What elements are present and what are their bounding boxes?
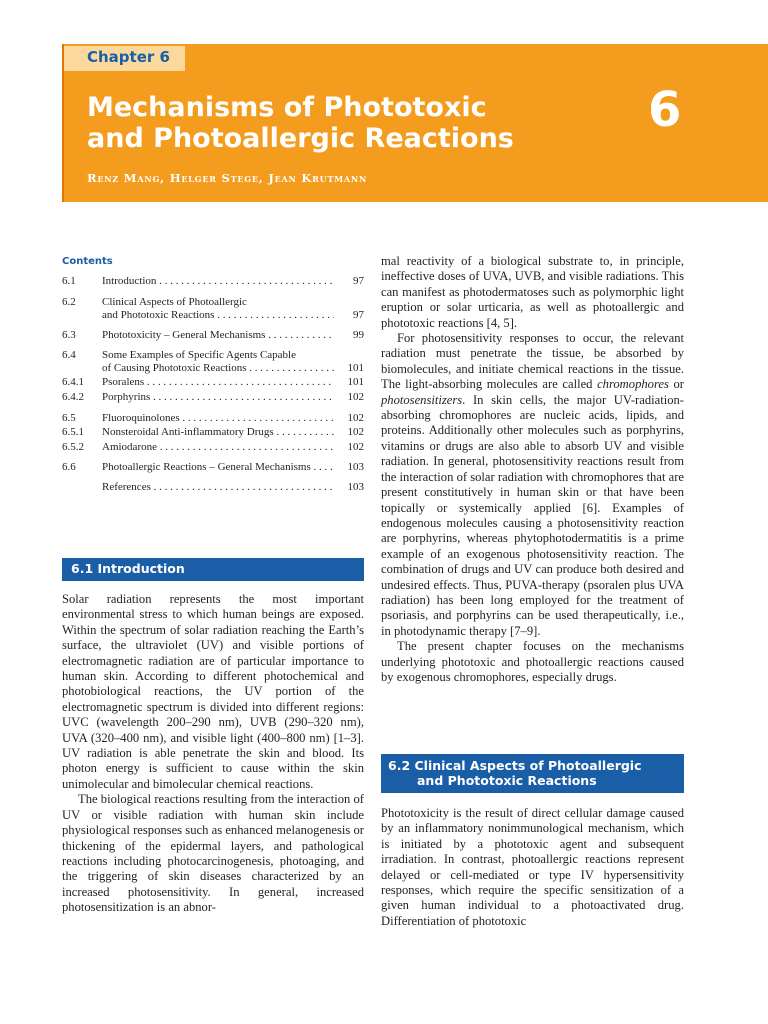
- toc-title: Clinical Aspects of Photoallergic: [102, 296, 247, 308]
- toc-number: 6.5: [62, 412, 76, 424]
- toc-title: Psoralens . . .: [102, 376, 334, 389]
- chapter-label: Chapter 6: [87, 48, 170, 66]
- toc-number: 6.4.1: [62, 376, 84, 388]
- toc-title: Nonsteroidal Anti-inflammatory Drugs . . .: [102, 426, 334, 439]
- toc-page: 97: [353, 275, 364, 287]
- paragraph: [381, 331, 684, 639]
- chapter-title-line-2: and Photoallergic Reactions: [87, 123, 514, 154]
- toc-title: Photoallergic Reactions – General Mechanisms . . .: [102, 461, 334, 474]
- toc-page: 101: [347, 362, 364, 374]
- toc-title: and Phototoxic Reactions . . .: [102, 309, 334, 322]
- paragraph: The biological reactions resulting from the interaction of UV or visible radiation with human skin include physiological responses such as enhanced melanogenesis or thickening of the epidermal layers, and pathological reactions including photocarcinogenesis, photoaging, and the triggering of skin diseases characterized by an increased photosensitivity. In general, increased photosensitization is an abnor-: [62, 792, 364, 915]
- toc-number: 6.5.2: [62, 441, 84, 453]
- toc-entry[interactable]: [62, 391, 364, 405]
- toc-entry-continued[interactable]: [62, 309, 364, 323]
- toc-entry[interactable]: [62, 481, 364, 495]
- toc-entry-continued[interactable]: [62, 362, 364, 376]
- paragraph: mal reactivity of a biological substrate to, in principle, ineffective doses of UVA, UVB, and visible radiations. This can manifest as photodermatoses such as polymorphic light eruption or solar urticaria, as well as photoallergic and phototoxic reactions [4, 5].: [381, 254, 684, 330]
- toc-page: 103: [347, 461, 364, 473]
- toc-title: Amiodarone . . .: [102, 441, 334, 454]
- toc-number: 6.3: [62, 329, 76, 341]
- toc-title: Fluoroquinolones . . .: [102, 412, 334, 425]
- paragraph-text: . In skin cells, the major UV-radiation-absorbing chromophores are nucleic acids, lipids, and proteins. Additionally other molecules such as porphyrins, vitamins or drugs are also able to absorb UV and visible radiation. In general, photosensitivity reactions result from the interaction of solar radiation with chromophores that are present constitutively in human skin or that have been topically or systemically applied [6]. Examples of endogenous molecules causing a photosensitivity reaction are porphyrins, whereas phytophotodermatitis is a prime example of an exogenous photosensitivity reaction. The combination of drugs and UV can produce both desired and undesired effects. Thus, PUVA-therapy (psoralen plus UVA radiation) has been long employed for the treatment of psoriasis, and porphyrins can be used therapeutically, i.e., in photodynamic therapy [7–9].: [381, 392, 684, 638]
- toc-page: 97: [353, 309, 364, 321]
- toc-entry[interactable]: [62, 426, 364, 440]
- toc-number: 6.6: [62, 461, 76, 473]
- paragraph: The present chapter focuses on the mechanisms underlying phototoxic and photoallergic reactions caused by exogenous chromophores, especially drugs.: [381, 639, 684, 684]
- chapter-number: 6: [648, 82, 682, 138]
- section-heading-clinical-aspects: [381, 754, 684, 793]
- toc-title: Phototoxicity – General Mechanisms . . .: [102, 329, 334, 342]
- toc-page: 102: [347, 391, 364, 403]
- toc-entry[interactable]: [62, 329, 364, 343]
- emphasis-term: chromophores: [597, 377, 669, 392]
- toc-entry[interactable]: [62, 412, 364, 426]
- paragraph-text: or: [668, 377, 684, 392]
- toc-page: 103: [347, 481, 364, 493]
- toc-number: 6.4.2: [62, 391, 84, 403]
- toc-number: 6.2: [62, 296, 76, 308]
- paragraph-text: For photosensitivity responses to occur, the relevant radiation must penetrate the tissue, be absorbed by biomolecules, and initiate chemical reactions in the tissue. The light-absorbing molecules are called: [381, 331, 684, 392]
- chapter-title-line-1: Mechanisms of Phototoxic: [87, 92, 487, 123]
- toc-entry[interactable]: [62, 461, 364, 475]
- toc-entry[interactable]: [62, 275, 364, 289]
- toc-page: 101: [347, 376, 364, 388]
- toc-page: 102: [347, 426, 364, 438]
- section-heading-introduction: [62, 558, 364, 581]
- emphasis-term: photosensitizers: [381, 392, 463, 407]
- toc-title: Some Examples of Specific Agents Capable: [102, 349, 296, 361]
- toc-title: Introduction . . .: [102, 275, 334, 288]
- section-heading-text-line-1: 6.2 Clinical Aspects of Photoallergic: [388, 758, 642, 773]
- toc-entry[interactable]: [62, 296, 364, 310]
- chapter-title: [87, 92, 514, 154]
- toc-title: References . . .: [102, 481, 334, 494]
- toc-number: 6.1: [62, 275, 76, 287]
- toc-number: 6.4: [62, 349, 76, 361]
- toc-title: of Causing Phototoxic Reactions . . .: [102, 362, 334, 375]
- body-text-right-column: [381, 254, 684, 734]
- section-heading-text-line-2: and Phototoxic Reactions: [417, 773, 597, 788]
- section-heading-text: 6.1 Introduction: [71, 561, 185, 576]
- toc-number: 6.5.1: [62, 426, 84, 438]
- toc-page: 102: [347, 441, 364, 453]
- toc-title: Porphyrins . . .: [102, 391, 334, 404]
- contents-heading: Contents: [62, 256, 113, 267]
- toc-entry[interactable]: [62, 349, 364, 363]
- body-text-introduction: [62, 592, 364, 932]
- paragraph: Phototoxicity is the result of direct cellular damage caused by an inflammatory nonimmunological mechanism, which is initiated by a phototoxic agent and subsequent irradiation. In contrast, photoallergic reactions represent delayed or cell-mediated or type IV hypersensitivity responses, which require the specific sensitization of a given human individual to a photoactivated drug. Differentiation of phototoxic: [381, 806, 684, 928]
- toc-entry[interactable]: [62, 376, 364, 390]
- toc-entry[interactable]: [62, 441, 364, 455]
- paragraph: Solar radiation represents the most important environmental stress to which human beings are exposed. Within the spectrum of solar radiation reaching the Earth’s surface, the ultraviolet (UV) and visible portions of electromagnetic radiation are of particular importance to human skin. According to different photochemical and photobiological reactions, the UV portion of the electromagnetic spectrum is divided into different regions: UVC (wavelength 200–290 nm), UVB (290–320 nm), UVA (320–400 nm), and visible light (400–800 nm) [1–3]. UV radiation is able penetrate the skin and blood. Its photon energy is sufficient to cause within the skin unimolecular and bimolecular chemical reactions.: [62, 592, 364, 791]
- body-text-clinical-aspects: [381, 806, 684, 932]
- toc-page: 102: [347, 412, 364, 424]
- authors: Renz Mang, Helger Stege, Jean Krutmann: [87, 171, 368, 185]
- toc-page: 99: [353, 329, 364, 341]
